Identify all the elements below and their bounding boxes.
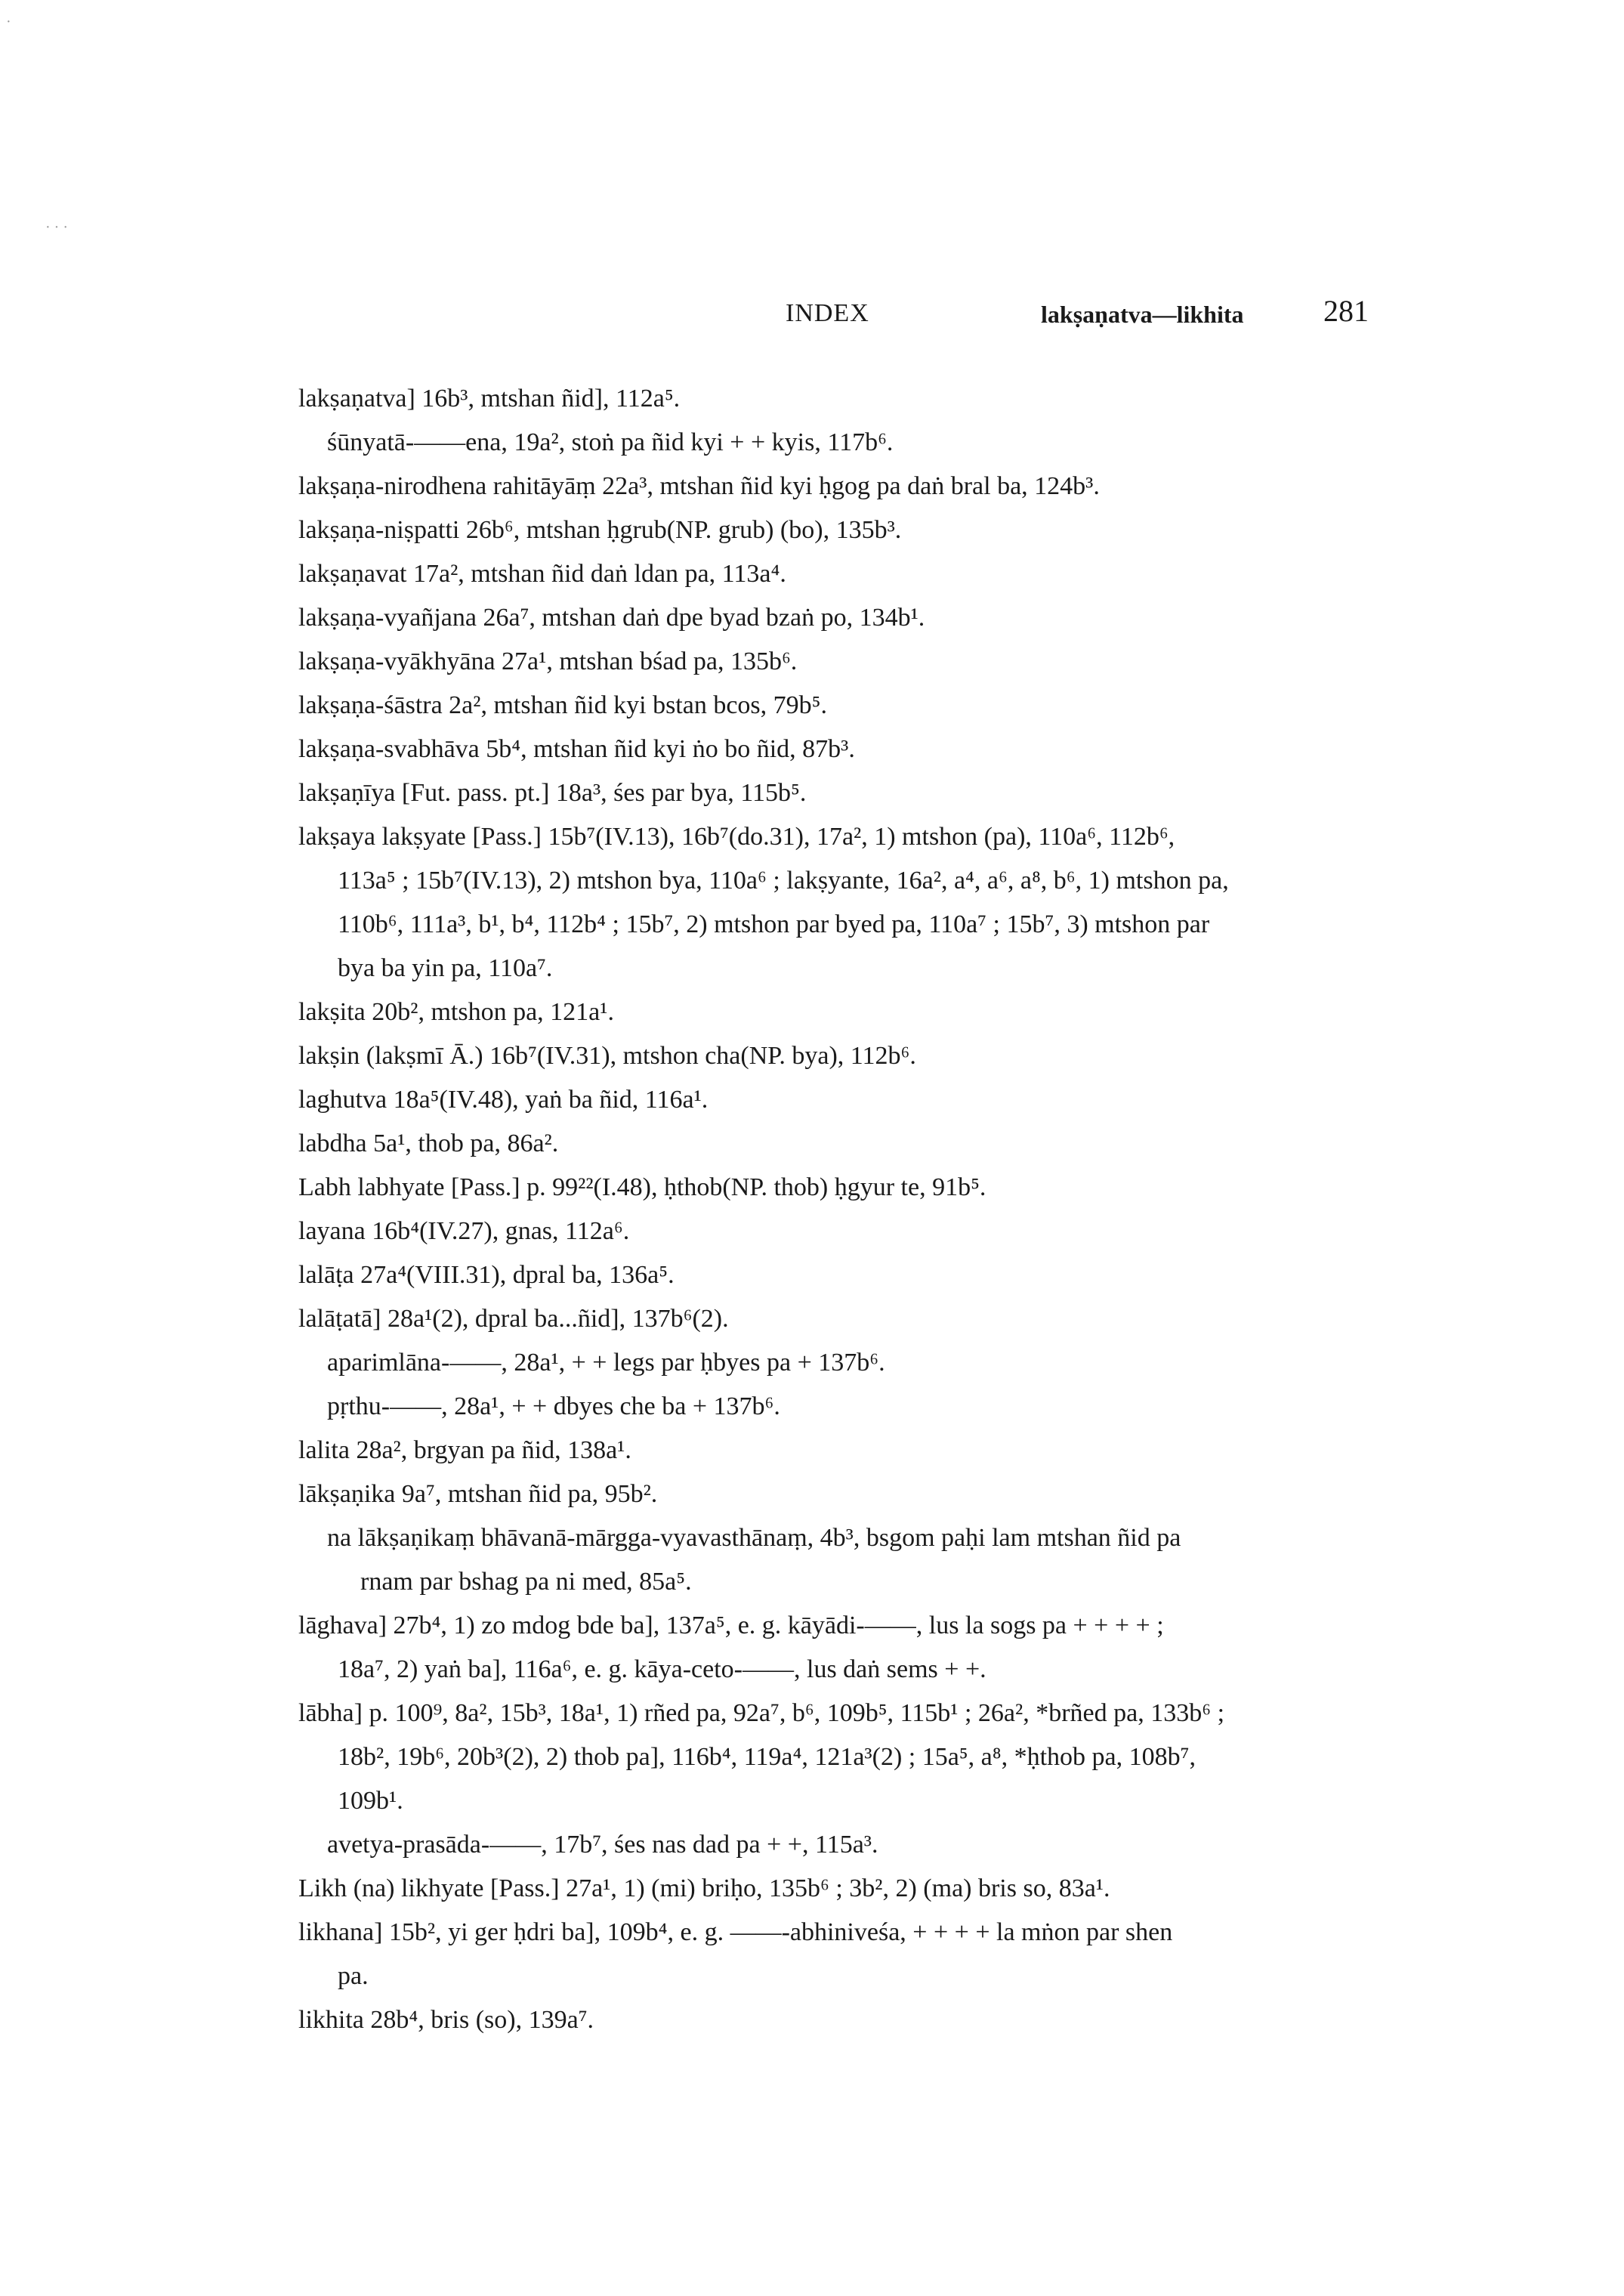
page-header xyxy=(0,294,1624,337)
index-line: lakṣaṇa-svabhāva 5b⁴, mtshan ñid kyi ṅo bo ñid, 87b³. xyxy=(298,735,855,763)
index-line: 109b¹. xyxy=(338,1787,403,1815)
running-head-title: INDEX xyxy=(786,299,869,327)
index-line: pṛthu-——, 28a¹, + + dbyes che ba + 137b⁶. xyxy=(327,1392,780,1420)
index-line: layana 16b⁴(IV.27), gnas, 112a⁶. xyxy=(298,1217,630,1245)
index-line: na lākṣaṇikaṃ bhāvanā-mārgga-vyavasthānaṃ, 4b³, bsgom paḥi lam mtshan ñid pa xyxy=(327,1524,1181,1552)
index-line: aparimlāna-——, 28a¹, + + legs par ḥbyes pa + 137b⁶. xyxy=(327,1349,885,1377)
index-line: likhana] 15b², yi ger ḥdri ba], 109b⁴, e. g. ——-abhiniveśa, + + + + la mṅon par shen xyxy=(298,1918,1173,1946)
index-line: lakṣaṇa-nirodhena rahitāyāṃ 22a³, mtshan ñid kyi ḥgog pa daṅ bral ba, 124b³. xyxy=(298,472,1100,500)
index-line: śūnyatā-——ena, 19a², stoṅ pa ñid kyi + + kyis, 117b⁶. xyxy=(327,428,894,456)
index-line: 18a⁷, 2) yaṅ ba], 116a⁶, e. g. kāya-ceto-——, lus daṅ sems + +. xyxy=(338,1655,986,1683)
margin-mark: · xyxy=(6,14,11,30)
index-line: lākṣaṇika 9a⁷, mtshan ñid pa, 95b². xyxy=(298,1480,658,1508)
index-line: bya ba yin pa, 110a⁷. xyxy=(338,954,553,982)
index-line: lakṣaṇa-vyākhyāna 27a¹, mtshan bśad pa, 135b⁶. xyxy=(298,647,798,675)
index-line: 18b², 19b⁶, 20b³(2), 2) thob pa], 116b⁴, 119a⁴, 121a³(2) ; 15a⁵, a⁸, *ḥthob pa, 108b⁷, xyxy=(338,1743,1196,1771)
index-line: lakṣaṇa-niṣpatti 26b⁶, mtshan ḥgrub(NP. grub) (bo), 135b³. xyxy=(298,516,902,544)
index-line: 110b⁶, 111a³, b¹, b⁴, 112b⁴ ; 15b⁷, 2) mtshon par byed pa, 110a⁷ ; 15b⁷, 3) mtshon par xyxy=(338,910,1210,938)
index-line: lalita 28a², brgyan pa ñid, 138a¹. xyxy=(298,1436,631,1464)
index-line: lābha] p. 100⁹, 8a², 15b³, 18a¹, 1) rñed pa, 92a⁷, b⁶, 109b⁵, 115b¹ ; 26a², *brñed pa, 133b⁶ ; xyxy=(298,1699,1225,1727)
index-line: lakṣita 20b², mtshon pa, 121a¹. xyxy=(298,998,614,1026)
index-line: lalāṭa 27a⁴(VIII.31), dpral ba, 136a⁵. xyxy=(298,1261,675,1289)
index-line: lāghava] 27b⁴, 1) zo mdog bde ba], 137a⁵, e. g. kāyādi-——, lus la sogs pa + + + + ; xyxy=(298,1612,1164,1639)
margin-mark: · · · xyxy=(45,219,68,236)
index-line: Likh (na) likhyate [Pass.] 27a¹, 1) (mi) briḥo, 135b⁶ ; 3b², 2) (ma) bris so, 83a¹. xyxy=(298,1874,1110,1902)
index-line: rnam par bshag pa ni med, 85a⁵. xyxy=(360,1568,692,1596)
index-line: lakṣaṇa-vyañjana 26a⁷, mtshan daṅ dpe byad bzaṅ po, 134b¹. xyxy=(298,604,925,632)
index-line: lakṣaṇatva] 16b³, mtshan ñid], 112a⁵. xyxy=(298,385,681,413)
index-line: lakṣaṇavat 17a², mtshan ñid daṅ ldan pa, 113a⁴. xyxy=(298,560,786,588)
index-line: 113a⁵ ; 15b⁷(IV.13), 2) mtshon bya, 110a⁶ ; lakṣyante, 16a², a⁴, a⁶, a⁸, b⁶, 1) mtshon pa, xyxy=(338,867,1229,895)
index-line: avetya-prasāda-——, 17b⁷, śes nas dad pa + +, 115a³. xyxy=(327,1831,878,1859)
index-line: lakṣaṇa-śāstra 2a², mtshan ñid kyi bstan bcos, 79b⁵. xyxy=(298,691,828,719)
index-line: lakṣaya lakṣyate [Pass.] 15b⁷(IV.13), 16b⁷(do.31), 17a², 1) mtshon (pa), 110a⁶, 112b⁶, xyxy=(298,823,1175,851)
page-number: 281 xyxy=(1323,294,1369,328)
index-line: likhita 28b⁴, bris (so), 139a⁷. xyxy=(298,2006,594,2034)
index-line: pa. xyxy=(338,1962,369,1990)
index-line: lakṣaṇīya [Fut. pass. pt.] 18a³, śes par bya, 115b⁵. xyxy=(298,779,807,807)
index-line: Labh labhyate [Pass.] p. 99²²(I.48), ḥthob(NP. thob) ḥgyur te, 91b⁵. xyxy=(298,1173,986,1201)
index-line: laghutva 18a⁵(IV.48), yaṅ ba ñid, 116a¹. xyxy=(298,1086,709,1114)
index-line: labdha 5a¹, thob pa, 86a². xyxy=(298,1129,559,1157)
index-line: lalāṭatā] 28a¹(2), dpral ba...ñid], 137b⁶(2). xyxy=(298,1305,729,1333)
index-line: lakṣin (lakṣmī Ā.) 16b⁷(IV.31), mtshon cha(NP. bya), 112b⁶. xyxy=(298,1042,916,1070)
running-head-range: lakṣaṇatva—likhita xyxy=(1041,301,1244,328)
